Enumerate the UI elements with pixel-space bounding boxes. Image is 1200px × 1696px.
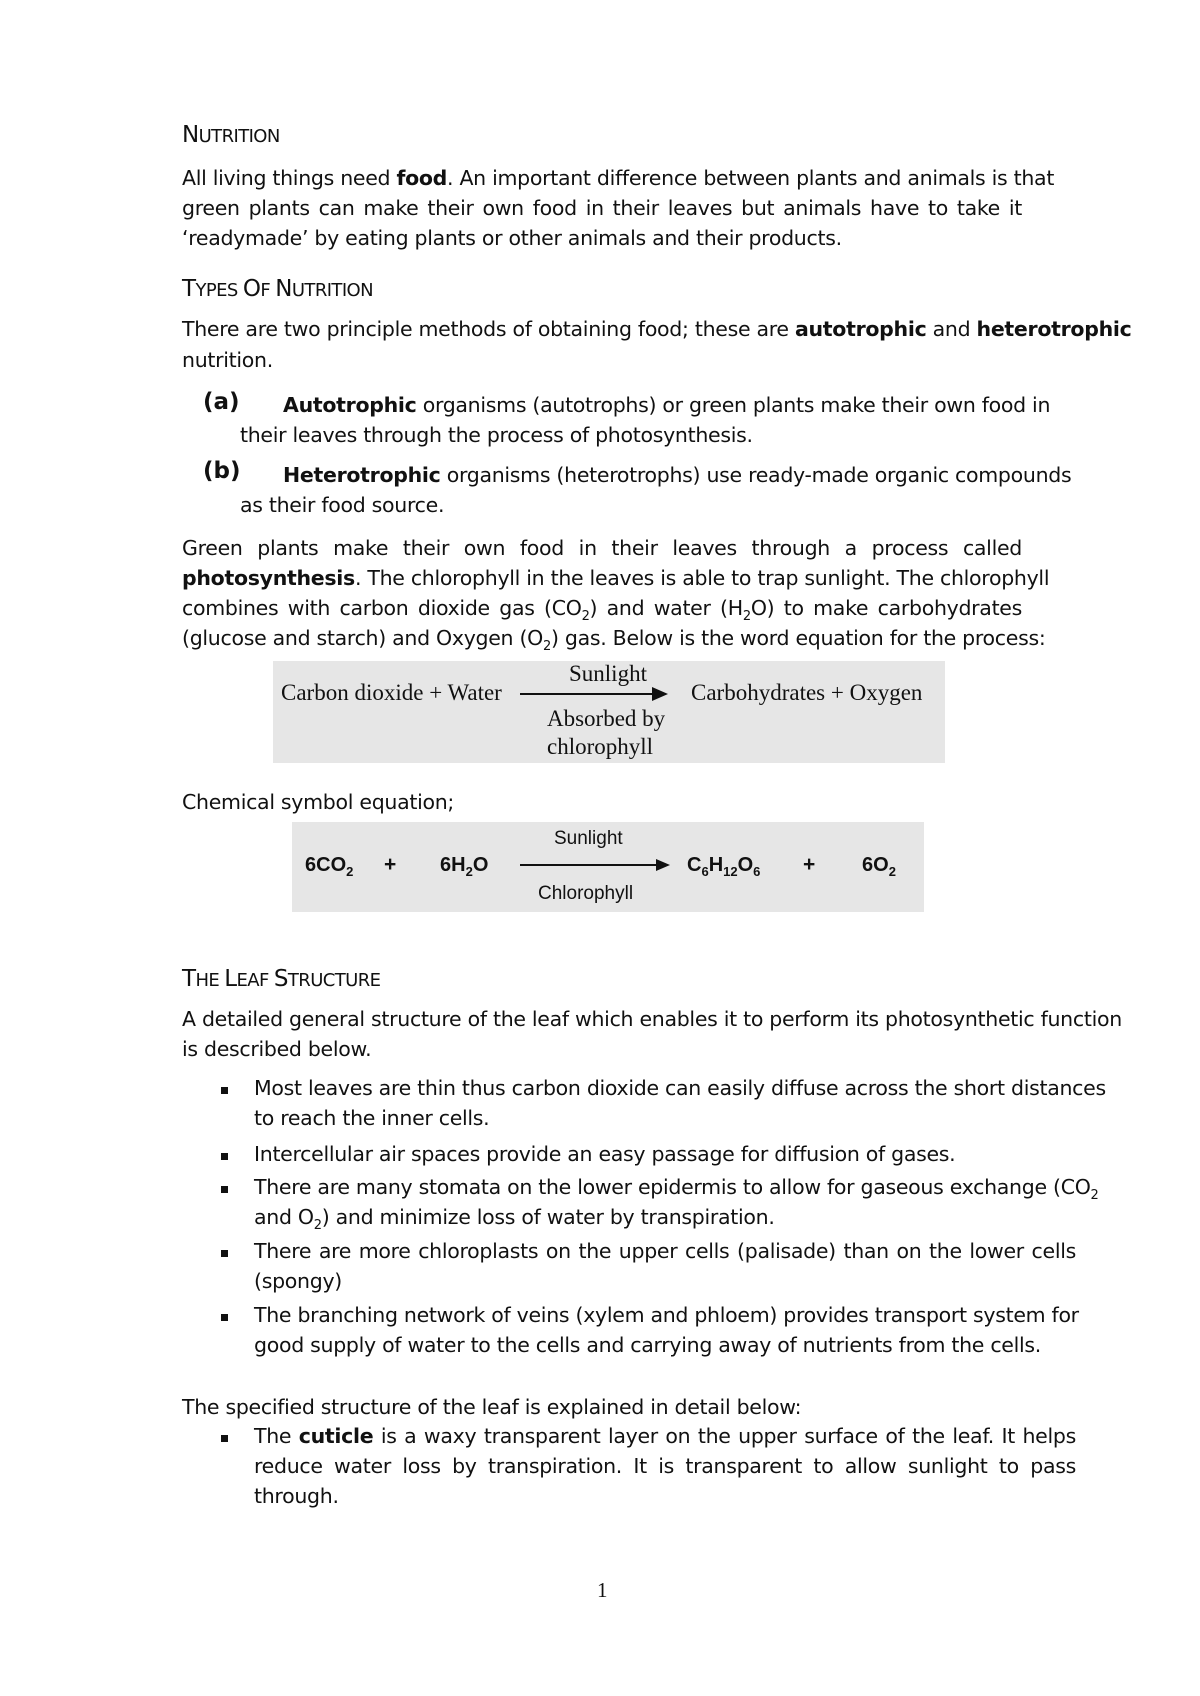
leaf-bullet-5-line-2: good supply of water to the cells and carrying away of nutrients from the cells. [254,1333,1042,1357]
heading-types-of-nutrition: TYPES OF NUTRITION [182,276,373,302]
word-eq-reactants: Carbon dioxide + Water [281,680,502,705]
item-b-label: (b) [203,458,241,484]
item-a-line-1: Autotrophic organisms (autotrophs) or green plants make their own food in [283,393,1051,417]
leaf-bullet-1-line-2: to reach the inner cells. [254,1106,490,1130]
chem-h2o: $6H_2O$ [440,854,489,879]
bullet-icon [221,1435,228,1442]
leaf-intro-line-2: is described below. [182,1037,372,1061]
heading-leaf-structure: THE LEAF STRUCTURE [182,966,381,992]
item-b-line-1: Heterotrophic organisms (heterotrophs) use ready-made organic compounds [283,463,1072,487]
chem-co2: $6CO_2$ [305,854,354,879]
word-eq-arrow [520,687,668,701]
photo-line-1: Green plants make their own food in their leaves through a process called [182,536,1022,560]
chem-plus-1: + [384,853,397,876]
item-a-label: (a) [203,389,240,415]
chem-glucose: $C_6H_{12}O_6$ [687,854,761,879]
chem-plus-2: + [803,853,816,876]
bullet-icon [221,1186,228,1193]
word-eq-below-2: chlorophyll [547,734,654,759]
bullet-icon [221,1153,228,1160]
chem-sunlight: Sunlight [554,828,623,849]
item-b-line-2: as their food source. [240,493,445,517]
chem-arrow [520,859,670,871]
photo-line-4: (glucose and starch) and Oxygen $(O_2)$ gas. Below is the word equation for the process: [182,626,1046,655]
leaf-bullet-1-line-1: Most leaves are thin thus carbon dioxide can easily diffuse across the short distances [254,1076,1106,1100]
heading-nutrition: NUTRITION [182,122,280,148]
cuticle-line-2: reduce water loss by transpiration. It is transparent to allow sunlight to pass [254,1454,1076,1478]
leaf-bullet-3-line-1: There are many stomata on the lower epidermis to allow for gaseous exchange ($CO_2$ [254,1175,1099,1204]
leaf-bullet-4-line-1: There are more chloroplasts on the upper cells (palisade) than on the lower cells [254,1239,1076,1263]
chem-o2: $6O_2$ [862,854,896,879]
chemical-equation-box [292,822,924,912]
types-intro-line-2: nutrition. [182,348,273,372]
nutrition-line-1: All living things need food. An important difference between plants and animals is that [182,166,1055,190]
word-eq-products: Carbohydrates + Oxygen [691,680,923,705]
leaf-bullet-2: Intercellular air spaces provide an easy passage for diffusion of gases. [254,1142,956,1166]
word-equation-box [273,661,945,763]
word-eq-sunlight: Sunlight [569,661,647,686]
specified-intro: The specified structure of the leaf is explained in detail below: [182,1395,802,1419]
bullet-icon [221,1250,228,1257]
word-eq-below-1: Absorbed by [547,706,666,731]
chemical-equation-label: Chemical symbol equation; [182,790,455,814]
item-a-line-2: their leaves through the process of photosynthesis. [240,423,753,447]
leaf-bullet-3-line-2: and $O_2$) and minimize loss of water by transpiration. [254,1205,775,1234]
chem-chlorophyll: Chlorophyll [538,883,634,904]
leaf-bullet-4-line-2: (spongy) [254,1269,342,1293]
page-number: 1 [597,1578,608,1602]
nutrition-line-2: green plants can make their own food in their leaves but animals have to take it [182,196,1022,220]
bullet-icon [221,1314,228,1321]
nutrition-line-3: ‘readymade’ by eating plants or other animals and their products. [182,226,842,250]
cuticle-line-1: The cuticle is a waxy transparent layer on the upper surface of the leaf. It helps [254,1424,1076,1448]
leaf-intro-line-1: A detailed general structure of the leaf which enables it to perform its photosynthetic function [182,1007,1122,1031]
cuticle-line-3: through. [254,1484,339,1508]
bullet-icon [221,1087,228,1094]
types-intro-line-1: There are two principle methods of obtaining food; these are autotrophic and heterotrophic [182,317,1132,341]
photo-line-2: photosynthesis. The chlorophyll in the leaves is able to trap sunlight. The chlorophyll [182,566,1050,590]
leaf-bullet-5-line-1: The branching network of veins (xylem and phloem) provides transport system for [254,1303,1079,1327]
photo-line-3: combines with carbon dioxide gas $(CO_2)$ and water $(H_2O)$ to make carbohydrates [182,596,1023,625]
